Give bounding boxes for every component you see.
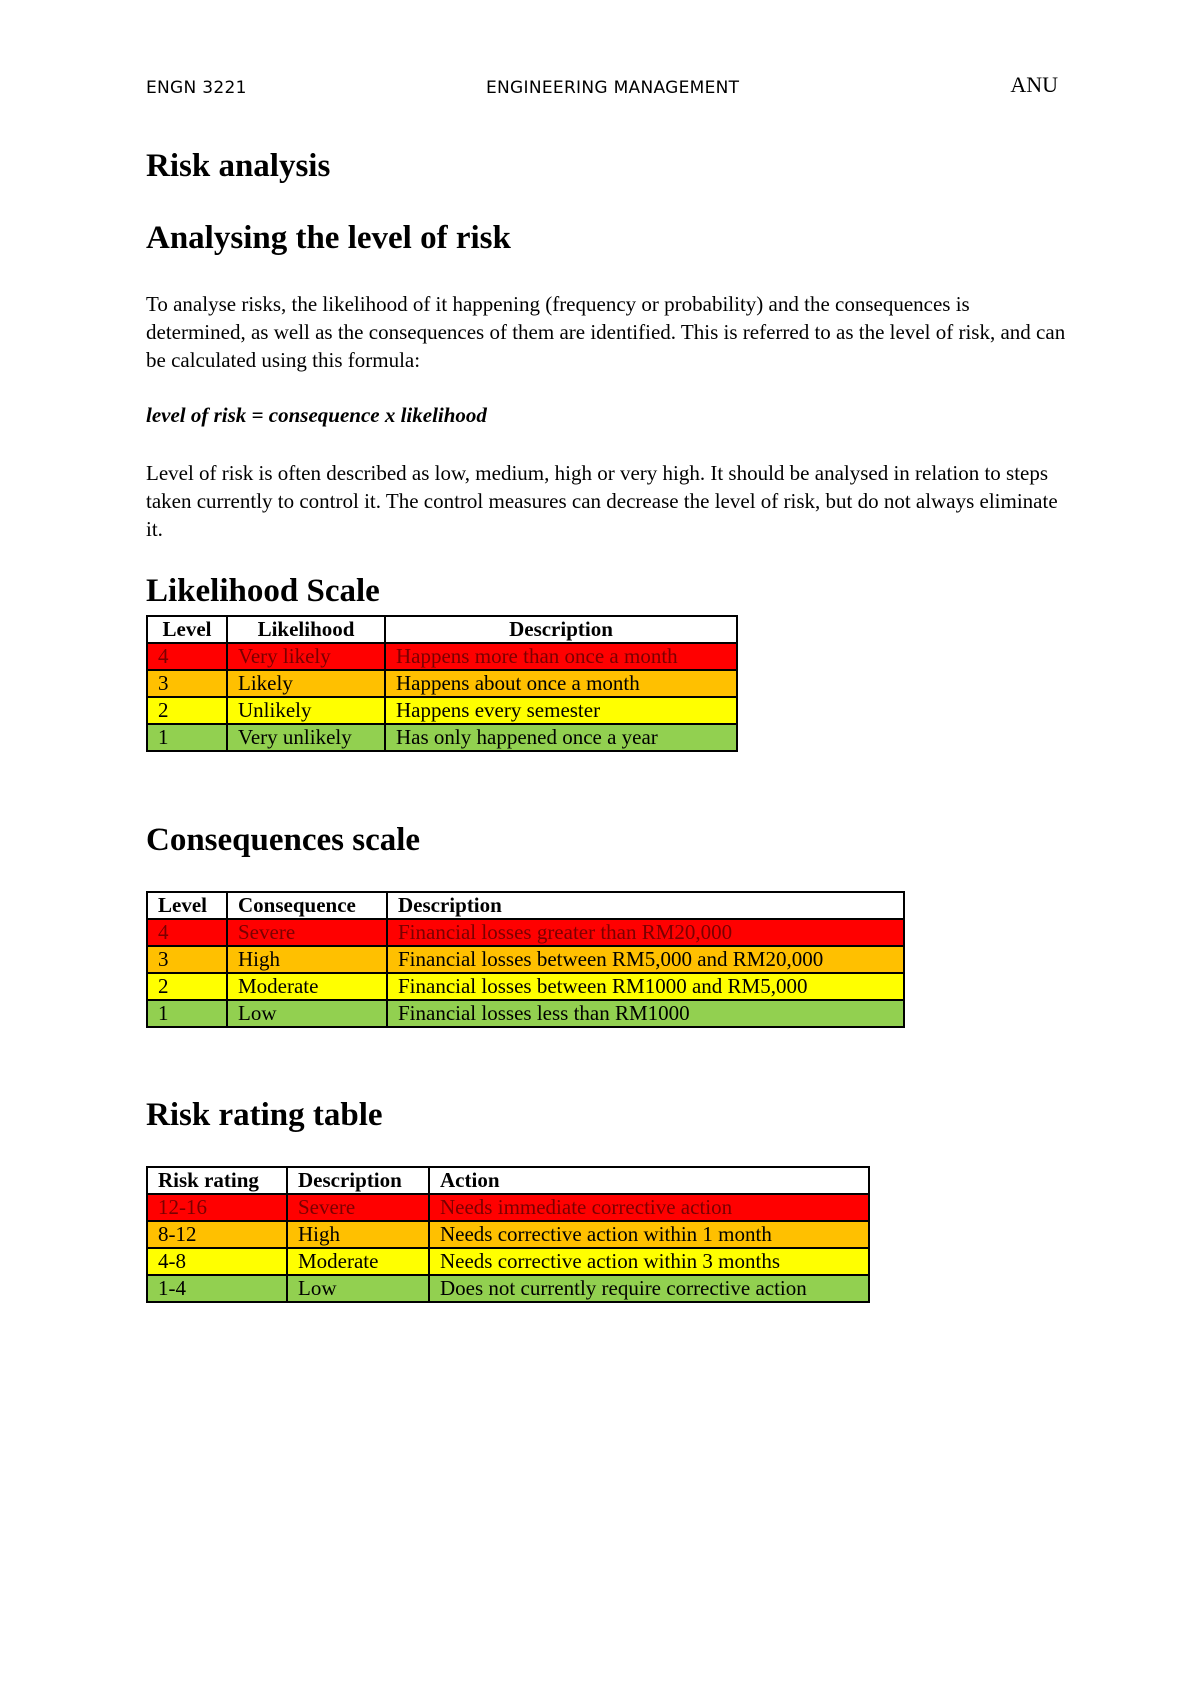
table-row bbox=[147, 946, 904, 973]
table-cell: 2 bbox=[147, 973, 227, 1000]
table-row bbox=[147, 973, 904, 1000]
table-cell: Happens more than once a month bbox=[385, 643, 737, 670]
table-cell: Low bbox=[227, 1000, 387, 1027]
table-row bbox=[147, 1194, 869, 1221]
column-header: Action bbox=[429, 1167, 869, 1194]
table-cell: Moderate bbox=[227, 973, 387, 1000]
table-cell: 4-8 bbox=[147, 1248, 287, 1275]
table-row bbox=[147, 724, 737, 751]
consequences-heading: Consequences scale bbox=[146, 822, 421, 858]
table-cell: 1 bbox=[147, 724, 227, 751]
consequences-table bbox=[146, 891, 905, 1028]
description-paragraph: Level of risk is often described as low, medium, high or very high. It should be analysed in relation to steps taken currently to control it. The control measures can decrease the level of risk, but do not always eliminate it. bbox=[146, 461, 1058, 541]
table-row bbox=[147, 1221, 869, 1248]
table-header-row bbox=[147, 892, 904, 919]
table-cell: 3 bbox=[147, 670, 227, 697]
column-header: Description bbox=[387, 892, 904, 919]
risk-formula: level of risk = consequence x likelihood bbox=[146, 403, 487, 427]
table-cell: Financial losses between RM5,000 and RM20,000 bbox=[387, 946, 904, 973]
table-cell: 4 bbox=[147, 643, 227, 670]
table-cell: Does not currently require corrective action bbox=[429, 1275, 869, 1302]
risk-rating-table bbox=[146, 1166, 870, 1303]
table-row bbox=[147, 1000, 904, 1027]
table-row bbox=[147, 919, 904, 946]
likelihood-table bbox=[146, 615, 738, 752]
table-cell: Severe bbox=[287, 1194, 429, 1221]
table-cell: Very likely bbox=[227, 643, 385, 670]
table-row bbox=[147, 697, 737, 724]
table-cell: 12-16 bbox=[147, 1194, 287, 1221]
likelihood-heading: Likelihood Scale bbox=[146, 573, 380, 609]
column-header: Level bbox=[147, 892, 227, 919]
table-cell: Has only happened once a year bbox=[385, 724, 737, 751]
column-header: Description bbox=[287, 1167, 429, 1194]
page-title: Risk analysis bbox=[146, 148, 331, 184]
table-header-row bbox=[147, 616, 737, 643]
table-cell: 2 bbox=[147, 697, 227, 724]
page-header bbox=[146, 72, 1058, 102]
course-title: ENGINEERING MANAGEMENT bbox=[486, 78, 740, 98]
risk-rating-heading: Risk rating table bbox=[146, 1097, 383, 1133]
table-cell: Moderate bbox=[287, 1248, 429, 1275]
table-cell: 8-12 bbox=[147, 1221, 287, 1248]
table-cell: Needs corrective action within 3 months bbox=[429, 1248, 869, 1275]
table-cell: Very unlikely bbox=[227, 724, 385, 751]
table-cell: Needs corrective action within 1 month bbox=[429, 1221, 869, 1248]
table-cell: Severe bbox=[227, 919, 387, 946]
column-header: Description bbox=[385, 616, 737, 643]
table-cell: Happens about once a month bbox=[385, 670, 737, 697]
column-header: Likelihood bbox=[227, 616, 385, 643]
table-cell: Financial losses greater than RM20,000 bbox=[387, 919, 904, 946]
table-row bbox=[147, 1275, 869, 1302]
table-cell: 1 bbox=[147, 1000, 227, 1027]
table-header-row bbox=[147, 1167, 869, 1194]
column-header: Level bbox=[147, 616, 227, 643]
section-heading-level-of-risk: Analysing the level of risk bbox=[146, 220, 511, 256]
table-cell: Financial losses between RM1000 and RM5,000 bbox=[387, 973, 904, 1000]
table-row bbox=[147, 670, 737, 697]
table-cell: Unlikely bbox=[227, 697, 385, 724]
table-cell: High bbox=[227, 946, 387, 973]
table-cell: 3 bbox=[147, 946, 227, 973]
table-row bbox=[147, 643, 737, 670]
table-cell: Low bbox=[287, 1275, 429, 1302]
institution: ANU bbox=[1010, 72, 1058, 97]
course-code: ENGN 3221 bbox=[146, 78, 247, 98]
table-cell: High bbox=[287, 1221, 429, 1248]
table-cell: Likely bbox=[227, 670, 385, 697]
column-header: Risk rating bbox=[147, 1167, 287, 1194]
table-cell: 4 bbox=[147, 919, 227, 946]
table-cell: Financial losses less than RM1000 bbox=[387, 1000, 904, 1027]
table-cell: Needs immediate corrective action bbox=[429, 1194, 869, 1221]
intro-paragraph: To analyse risks, the likelihood of it happening (frequency or probability) and the consequences is determined, as well as the consequences of them are identified. This is referred to as the level of risk, and can be calculated using this formula: bbox=[146, 292, 1066, 372]
table-cell: 1-4 bbox=[147, 1275, 287, 1302]
column-header: Consequence bbox=[227, 892, 387, 919]
table-row bbox=[147, 1248, 869, 1275]
table-cell: Happens every semester bbox=[385, 697, 737, 724]
